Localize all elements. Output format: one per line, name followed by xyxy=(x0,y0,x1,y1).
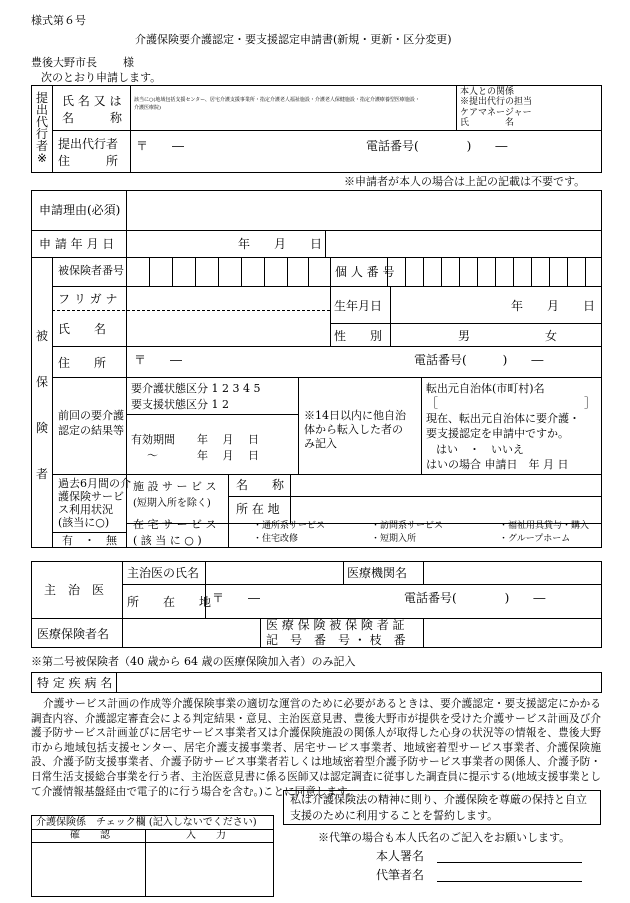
form-number: 様式第６号 xyxy=(31,14,86,27)
signature-note: ※代筆の場合も本人氏名のご記入をお願いします。 xyxy=(318,831,571,844)
insured-phone[interactable]: 電話番号( ) ― xyxy=(414,353,544,367)
valid-from[interactable]: 年 月 日 xyxy=(197,433,259,446)
check-confirm-header: 確 認 xyxy=(70,830,110,841)
personal-number-label: 個 人 番 号 xyxy=(335,265,395,279)
home-item-group-home[interactable]: ・グループホーム xyxy=(499,534,571,544)
proxy-signature-line[interactable] xyxy=(437,881,582,882)
relation-label: 本人との関係 xyxy=(460,87,515,97)
self-signature-line[interactable] xyxy=(437,862,582,863)
birth-value[interactable]: 年 月 日 xyxy=(511,299,596,313)
date-value[interactable]: 年 月 日 xyxy=(238,237,323,251)
institution-field[interactable] xyxy=(427,564,598,581)
insurer-field[interactable] xyxy=(126,621,256,645)
facility-address-field[interactable] xyxy=(294,499,598,520)
doctor-name-field[interactable] xyxy=(209,564,339,581)
insurer-label: 医療保険者名 xyxy=(37,627,110,641)
valid-to[interactable]: 年 月 日 xyxy=(197,449,259,462)
check-input-header: 入 力 xyxy=(186,830,226,841)
home-item-visit[interactable]: ・訪問系サービス xyxy=(371,521,444,531)
page-title: 介護保険要介護認定・要支援認定申請書(新規・更新・区分変更) xyxy=(135,33,452,46)
bracket-open: ［ xyxy=(426,396,439,410)
agent-address-label: 提出代行者 xyxy=(58,137,119,151)
furigana-field[interactable] xyxy=(130,289,326,308)
transfer-question: 現在、転出元自治体に要介護・ xyxy=(426,412,580,425)
insured-postal[interactable]: 〒 ― xyxy=(134,353,183,367)
agent-note: ※申請者が本人の場合は上記の記載は不要です。 xyxy=(344,175,586,188)
intro-text: 次のとおり申請します。 xyxy=(41,71,162,84)
honorific: 様 xyxy=(123,56,134,69)
agent-name-field[interactable] xyxy=(134,114,452,128)
pledge-text: 私は介護保険法の精神に則り、介護保険を尊厳の保持と自立 xyxy=(290,793,587,806)
reason-label: 申請理由(必須) xyxy=(39,203,121,217)
agent-postal[interactable]: 〒 ― xyxy=(136,139,185,153)
disease-field[interactable] xyxy=(120,674,598,691)
valid-tilde: ～ xyxy=(147,449,158,462)
transfer-yes-no[interactable]: はい ・ いいえ xyxy=(436,443,524,456)
service-usage-label: 過去6月間の介 xyxy=(58,477,131,490)
bracket-close: ］ xyxy=(584,396,597,410)
self-signature-label: 本人署名 xyxy=(376,849,425,863)
transfer-from-label: 転出元自治体(市町村)名 xyxy=(426,382,545,395)
agent-name-note: 該当に○(地域包括支援センター、居宅介護支援事業所・指定介護老人福祉施設・介護老人保健施設・指定介護療養型医療施設・ xyxy=(134,97,420,103)
doctor-phone[interactable]: 電話番号( ) ― xyxy=(404,591,546,605)
facility-name-label: 名 称 xyxy=(236,478,285,492)
insured-name-label: 氏 名 xyxy=(58,322,107,336)
agent-phone[interactable]: 電話番号( ) ― xyxy=(366,139,508,153)
insured-cert-field[interactable] xyxy=(427,621,598,645)
home-item-renovation[interactable]: ・住宅改修 xyxy=(253,534,299,544)
home-item-short-stay[interactable]: ・短期入所 xyxy=(371,534,417,544)
transfer-if-yes[interactable]: はいの場合 申請日 年 月 日 xyxy=(426,458,569,471)
insured-address-label: 住 所 xyxy=(58,356,107,370)
furigana-label: フ リ ガ ナ xyxy=(58,292,118,306)
insured-number-label: 被保険者番号 xyxy=(58,264,124,277)
insured-cert-label: 医 療 保 険 被 保 険 者 証 xyxy=(266,618,405,632)
valid-period-label: 有効期間 xyxy=(131,433,175,446)
facility-address-label: 所 在 地 xyxy=(236,502,280,516)
care-level[interactable]: 要介護状態区分 1 2 3 4 5 xyxy=(131,382,261,395)
staff-check-title: 介護保険係 チェック欄 (記入しないでください) xyxy=(36,817,257,828)
sex-male-option[interactable]: 男 xyxy=(458,329,471,343)
home-service-label: 在 宅 サ ー ビ ス xyxy=(133,518,217,531)
transfer-note: ※14日以内に他自治 xyxy=(304,409,406,422)
doctor-name-label: 主治医の氏名 xyxy=(127,566,200,580)
proxy-signature-label: 代筆者名 xyxy=(376,868,425,882)
reason-field[interactable] xyxy=(130,194,596,226)
home-item-day[interactable]: ・通所系サービス xyxy=(253,521,326,531)
home-item-equipment[interactable]: ・福祉用具貸与・購入 xyxy=(499,521,590,531)
second-insured-note: ※第二号被保険者（40 歳から 64 歳の医療保険加入者）のみ記入 xyxy=(31,655,356,668)
doctor-postal[interactable]: 〒 ― xyxy=(212,591,261,605)
disease-label: 特 定 疾 病 名 xyxy=(37,676,113,690)
birth-label: 生年月日 xyxy=(334,299,383,313)
institution-label: 医療機関名 xyxy=(347,566,408,580)
sex-female-option[interactable]: 女 xyxy=(545,329,558,343)
support-level[interactable]: 要支援状態区分 1 2 xyxy=(131,398,229,411)
doctor-section-label: 主 治 医 xyxy=(44,583,105,597)
transfer-from-field[interactable] xyxy=(440,396,580,410)
insured-section-label: 被 保 険 者 xyxy=(35,329,48,481)
doctor-address-label: 所 在 地 xyxy=(127,595,212,609)
facility-service-label: 施 設 サ ー ビ ス xyxy=(133,480,217,493)
service-yes-no[interactable]: 有 ・ 無 xyxy=(62,534,117,547)
date-label: 申 請 年 月 日 xyxy=(39,237,115,251)
facility-name-field[interactable] xyxy=(294,477,598,494)
agent-section-label: 提 出 代 行 者 ※ xyxy=(35,91,48,165)
addressee: 豊後大野市長 xyxy=(31,56,97,69)
prev-result-label: 前回の要介護 xyxy=(58,409,124,422)
consent-text: 介護サービス計画の作成等介護保険事業の適切な運営のために必要があるときは、要介護認定・要支援認定にかかる調査内容、介護認定審査会による判定結果・意見、主治医意見書、豊後大野市が提供を受けた介護サービス計画及び介護予防サービス計画並びに居宅サービス事業者又は介護保険施設の関係人が取得した心身の状況等の情報を、豊後大野市から地域包括支援センター、居宅介護支援事業者、居宅サービス事業者、地域密着型サービス事業者、介護保険施設、介護予防支援事業者、介護予防サービス事業者若しくは地域密着型介護予防サービス事業者の関係人、介護予防・日常生活支援総合事業を行う者、主治医意見書に係る医師又は認定調査に従事した調査員に提示する(地域支援事業として介護情報基盤経由で電子的に行う場合を含む。)ことに同意します。 xyxy=(31,698,601,798)
agent-name-label: 氏 名 又 は xyxy=(62,94,122,108)
sex-label: 性 別 xyxy=(334,329,383,343)
insured-name-field[interactable] xyxy=(130,313,326,343)
